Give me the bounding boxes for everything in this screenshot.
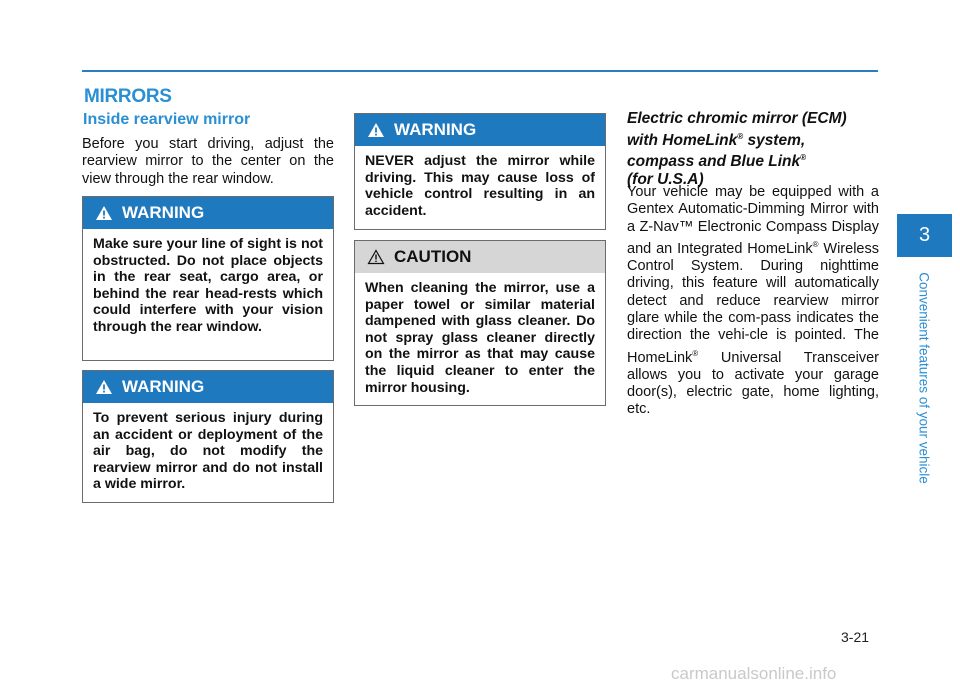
warning-triangle-icon (367, 122, 385, 138)
registered-mark: ® (692, 348, 699, 358)
ecm-text-part2: Wireless Control System. During nighttime driving, this feature will automatically detect and reduce rearview mirror glare while the com-pass indicates the direction the vehi-cle is pointed. The HomeLink (627, 240, 879, 366)
warning-heading: WARNING (122, 377, 205, 396)
warning-header (83, 371, 333, 403)
registered-mark: ® (812, 239, 819, 249)
watermark: carmanualsonline.info (671, 664, 837, 683)
warning-header (83, 197, 333, 229)
chapter-tab: 3 (897, 214, 952, 257)
ecm-heading-line1: Electric chromic mirror (ECM) (627, 110, 847, 127)
warning-box-adjust (354, 113, 606, 230)
section-title: MIRRORS (84, 86, 172, 107)
caution-heading: CAUTION (394, 247, 472, 266)
ecm-heading (627, 110, 887, 188)
warning-triangle-icon (95, 379, 113, 395)
ecm-heading-line2b: system, (743, 131, 806, 149)
warning-heading: WARNING (122, 203, 205, 222)
registered-mark: ® (737, 131, 744, 141)
warning-triangle-icon (95, 205, 113, 221)
chapter-title: Convenient features of your vehicle (916, 272, 932, 484)
ecm-heading-line4: (for U.S.A) (627, 170, 704, 188)
warning-heading: WARNING (394, 120, 477, 139)
registered-mark: ® (800, 153, 807, 163)
caution-box (354, 240, 606, 406)
ecm-paragraph (627, 184, 879, 419)
ecm-heading-line2a: with HomeLink (627, 131, 738, 149)
warning-box-airbag (82, 370, 334, 503)
ecm-text-part3: Universal Transceiver allows you to activate your garage door(s), electric gate, home lighting, etc. (627, 349, 879, 418)
sub-title: Inside rearview mirror (83, 111, 251, 128)
ecm-text-part1: Your vehicle may be equipped with a Gentex Automatic-Dimming Mirror with a Z-Nav™ Electronic Compass Display and an Integrated HomeLink (627, 184, 879, 257)
caution-header (355, 241, 605, 273)
warning-text: Make sure your line of sight is not obstructed. Do not place objects in the rear seat, cargo area, or behind the rear head-rests which could interfere with your vision through the rear window. (93, 236, 323, 335)
caution-text: When cleaning the mirror, use a paper towel or similar material dampened with glass cleaner. Do not spray glass cleaner directly on the mirror as that may cause the liquid cleaner to enter the mirror housing. (365, 280, 595, 396)
ecm-heading-line3: compass and Blue Link (627, 153, 801, 171)
warning-text: NEVER adjust the mirror while driving. This may cause loss of vehicle control resulting in an accident. (365, 153, 595, 219)
caution-triangle-icon (367, 249, 385, 265)
top-rule (82, 70, 878, 72)
warning-header (355, 114, 605, 146)
intro-paragraph: Before you start driving, adjust the rearview mirror to the center on the view through the rear window. (82, 136, 334, 187)
page-number: 3-21 (841, 629, 870, 645)
warning-box-sight (82, 196, 334, 361)
warning-text: To prevent serious injury during an accident or deployment of the air bag, do not modify the rearview mirror and do not install a wide mirror. (93, 410, 323, 493)
